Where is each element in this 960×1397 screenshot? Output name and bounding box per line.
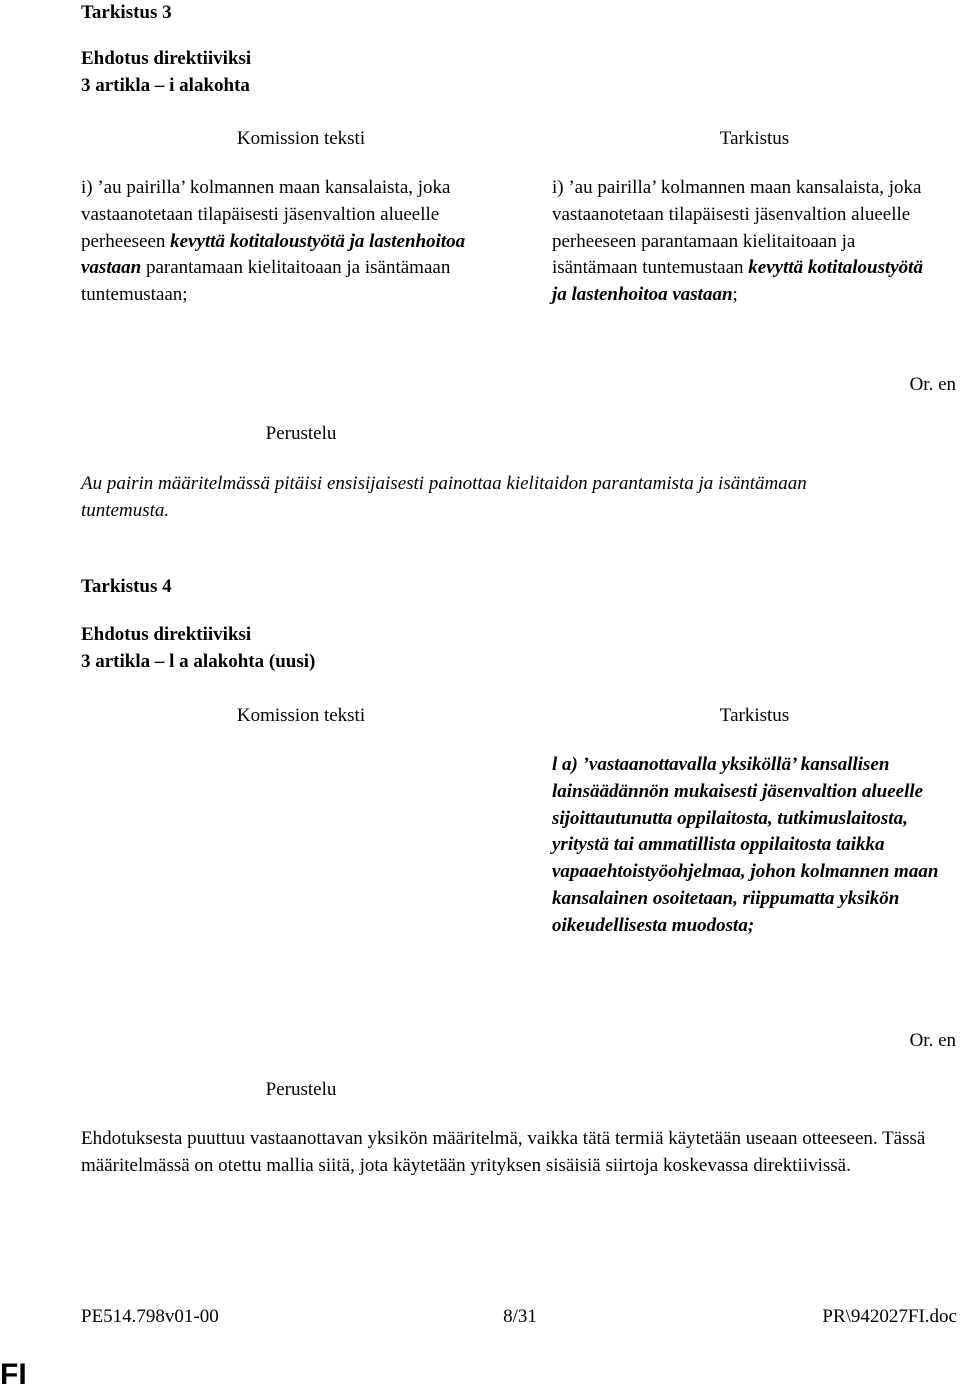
- commission-text-header: Komission teksti: [236, 128, 366, 149]
- amendment-text: l a) ’vastaanottavalla yksiköllä’ kansallisen lainsäädännön mukaisesti jäsenvaltion alueelle sijoittautunutta oppilaitosta, tutkimuslaitosta, yritystä tai ammatillista oppilaitosta taikka vapaaehtoistyöohjelmaa, johon kolmannen maan kansalainen osoitetaan, riippumatta yksikön oikeudellisesta muodosta;: [552, 754, 939, 936]
- justification-text: Au pairin määritelmässä pitäisi ensisijaisesti painottaa kielitaidon parantamista ja isäntämaan tuntemusta.: [81, 473, 807, 521]
- justification-header: Perustelu: [265, 1079, 337, 1100]
- original-language: Or. en: [909, 374, 956, 395]
- commission-text-highlight: kevyttä kotitaloustyötä ja lastenhoitoa vastaan: [81, 230, 466, 279]
- language-mark: FI: [0, 1358, 27, 1391]
- proposal-label: Ehdotus direktiiviksi: [81, 48, 252, 69]
- original-language: Or. en: [909, 1030, 956, 1051]
- footer-file-name: PR\942027FI.doc: [822, 1306, 957, 1327]
- article-label: 3 artikla – l a alakohta (uusi): [81, 651, 316, 672]
- justification-text: Ehdotuksesta puuttuu vastaanottavan yksikön määritelmä, vaikka tätä termiä käytetään useaan otteeseen. Tässä määritelmässä on otettu mallia siitä, jota käytetään yrityksen sisäisiä siirtoja koskevassa direktiivissä.: [81, 1128, 926, 1176]
- amendment-text-part: i) ’au pairilla’ kolmannen maan kansalaista, joka vastaanotetaan tilapäisesti jäsenvaltion alueelle perheeseen parantamaan kielitaitoaan ja isäntämaan tuntemustaan: [552, 177, 922, 279]
- amendment-text-part: ;: [732, 284, 738, 306]
- amendment-title: Tarkistus 3: [81, 2, 172, 23]
- justification-header: Perustelu: [265, 423, 337, 444]
- amendment-text: [552, 175, 932, 309]
- commission-text-part: i) ’au pairilla’ kolmannen maan kansalaista, joka vastaanotetaan tilapäisesti jäsenvaltion alueelle perheeseen: [81, 177, 451, 252]
- footer-doc-ref: PE514.798v01-00: [81, 1306, 219, 1327]
- amendment-title: Tarkistus 4: [81, 576, 172, 597]
- amendment-text-highlight: kevyttä kotitaloustyötä ja lastenhoitoa vastaan: [552, 257, 923, 306]
- commission-text-part: parantamaan kielitaitoaan ja isäntämaan tuntemustaan;: [81, 257, 451, 306]
- amendment-header: Tarkistus: [719, 128, 790, 149]
- commission-text: [81, 175, 506, 309]
- commission-text-header: Komission teksti: [236, 705, 366, 726]
- proposal-label: Ehdotus direktiiviksi: [81, 624, 252, 645]
- footer-page-number: 8/31: [503, 1306, 537, 1327]
- article-label: 3 artikla – i alakohta: [81, 75, 250, 96]
- amendment-header: Tarkistus: [719, 705, 790, 726]
